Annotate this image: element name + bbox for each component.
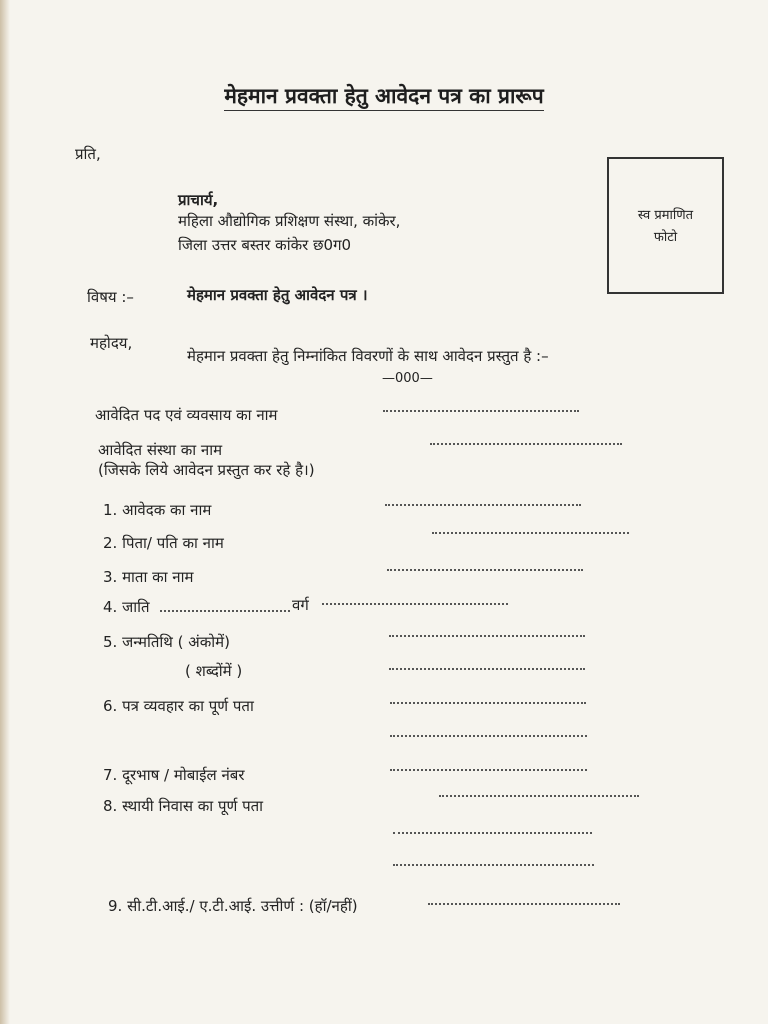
field-mother-name-line[interactable] — [387, 569, 583, 571]
photo-box — [607, 157, 724, 294]
form-title — [0, 82, 768, 110]
field-permanent-address-label: 8. स्थायी निवास का पूर्ण पता — [103, 797, 264, 815]
field-caste-label: 4. जाति — [103, 598, 150, 616]
field-phone-mobile-label: 7. दूरभाष / मोबाईल नंबर — [103, 766, 245, 784]
field-correspondence-address-line2[interactable] — [390, 735, 587, 737]
subject-text: मेहमान प्रवक्ता हेतु आवेदन पत्र । — [187, 286, 368, 304]
field-cti-ati-line[interactable] — [428, 903, 620, 905]
form-title-text: मेहमान प्रवक्ता हेतु आवेदन पत्र का प्रारूप — [224, 84, 543, 111]
field-applicant-name-line[interactable] — [385, 504, 581, 506]
photo-box-line2: फोटो — [653, 230, 678, 245]
field-phone-mobile-line[interactable] — [390, 769, 587, 771]
field-caste-line[interactable] — [160, 610, 290, 612]
field-father-husband-line[interactable] — [432, 532, 629, 534]
field-category-line[interactable] — [322, 603, 508, 605]
field-dob-digits-line[interactable] — [389, 635, 585, 637]
field-applicant-name-label: 1. आवेदक का नाम — [103, 501, 212, 519]
field-permanent-address-line2[interactable] — [393, 832, 592, 834]
field-institute-label: आवेदित संस्था का नाम — [98, 441, 223, 459]
field-correspondence-address-line1[interactable] — [390, 702, 586, 704]
intro-text: मेहमान प्रवक्ता हेतु निम्नांकित विवरणों के साथ आवेदन प्रस्तुत है :– — [187, 347, 549, 365]
separator: —000— — [382, 371, 433, 386]
field-post-trade-line[interactable] — [383, 410, 579, 412]
field-dob-words-line[interactable] — [389, 668, 585, 670]
field-mother-name-label: 3. माता का नाम — [103, 568, 194, 586]
photo-box-line1: स्व प्रमाणित — [637, 208, 694, 223]
field-father-husband-label: 2. पिता/ पति का नाम — [103, 534, 224, 552]
field-dob-digits-label: 5. जन्मतिथि ( अंकोमें) — [103, 633, 230, 651]
page-edge-shadow — [0, 0, 10, 1024]
field-dob-words-label: ( शब्दोंमें ) — [185, 662, 243, 680]
field-institute-note: (जिसके लिये आवेदन प्रस्तुत कर रहे है।) — [98, 461, 315, 479]
recipient-address-line2: जिला उत्तर बस्तर कांकेर छ0ग0 — [178, 236, 352, 254]
field-permanent-address-line1[interactable] — [439, 795, 639, 797]
field-category-label: वर्ग — [292, 596, 309, 614]
recipient-title: प्राचार्य, — [178, 191, 219, 209]
recipient-address-line1: महिला औद्योगिक प्रशिक्षण संस्था, कांकेर, — [178, 212, 401, 230]
field-institute-line[interactable] — [430, 443, 622, 445]
field-post-trade-label: आवेदित पद एवं व्यवसाय का नाम — [95, 406, 278, 424]
salutation: महोदय, — [90, 334, 133, 352]
to-label: प्रति, — [75, 145, 101, 163]
field-permanent-address-line3[interactable] — [393, 864, 594, 866]
field-correspondence-address-label: 6. पत्र व्यवहार का पूर्ण पता — [103, 697, 254, 715]
subject-label: विषय :– — [87, 288, 134, 306]
field-cti-ati-label: 9. सी.टी.आई./ ए.टी.आई. उत्तीर्ण : (हॉ/नहीं) — [108, 897, 358, 915]
